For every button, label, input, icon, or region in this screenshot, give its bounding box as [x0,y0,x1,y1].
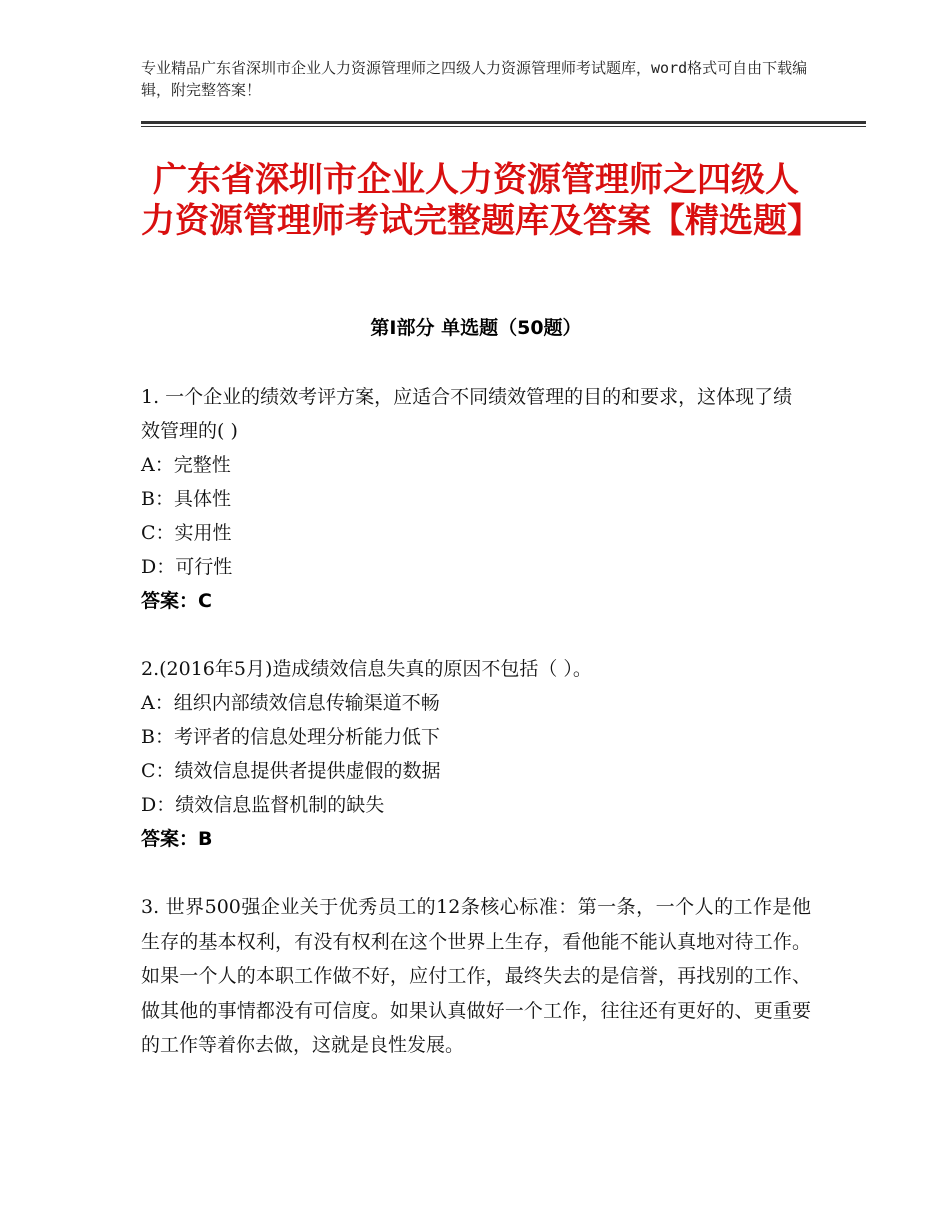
option-b: B：考评者的信息处理分析能力低下 [141,726,440,748]
option-d: D：可行性 [141,556,233,578]
section-heading: 第Ⅰ部分 单选题（50题） [370,317,582,339]
document-title: 广东省深圳市企业人力资源管理师之四级人力资源管理师考试完整题库及答案【精选题】 [141,160,821,241]
answer: 答案：B [141,828,213,850]
header-divider-thick [141,121,866,124]
question-stem: 3. 世界500强企业关于优秀员工的12条核心标准：第一条，一个人的工作是他生存的基本权利，有没有权利在这个世界上生存，看他能不能认真地对待工作。如果一个人的本职工作做不好，应付工作，最终失去的是信誉，再找别的工作、做其他的事情都没有可信度。如果认真做好一个工作，往往还有更好的、更重要的工作等着你去做，这就是良性发展。 [141,896,811,1056]
header-divider-thin [141,126,866,127]
option-c: C：实用性 [141,522,232,544]
option-d: D：绩效信息监督机制的缺失 [141,794,385,816]
option-a: A：组织内部绩效信息传输渠道不畅 [141,692,440,714]
question-stem: 2.(2016年5月)造成绩效信息失真的原因不包括（ ）。 [141,658,592,680]
header-note: 专业精品广东省深圳市企业人力资源管理师之四级人力资源管理师考试题库，word格式可自由下载编辑，附完整答案！ [141,59,808,99]
question-1 [141,380,811,618]
question-2 [141,652,811,856]
option-a: A：完整性 [141,454,231,476]
option-b: B：具体性 [141,488,231,510]
answer: 答案：C [141,590,212,612]
option-c: C：绩效信息提供者提供虚假的数据 [141,760,441,782]
question-3 [141,890,811,1063]
question-stem: 1. 一个企业的绩效考评方案，应适合不同绩效管理的目的和要求，这体现了绩效管理的( ) [141,386,793,442]
